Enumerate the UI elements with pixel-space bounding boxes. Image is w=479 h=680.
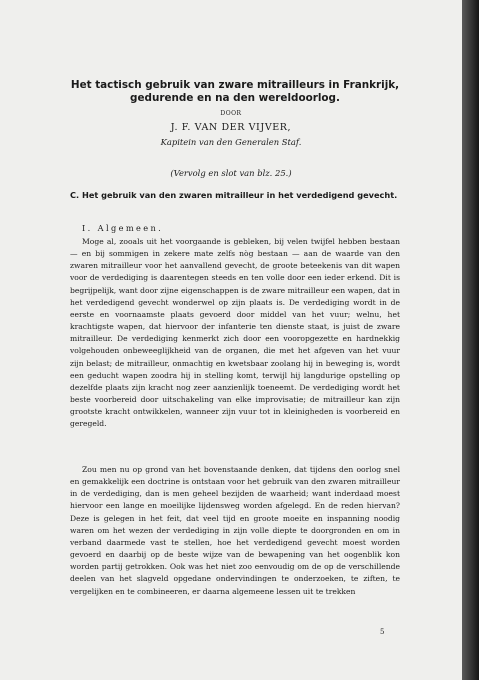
article-title: Het tactisch gebruik van zware mitrailleurs in Frankrijk, gedurende en na den wereldoorlog. [70,79,400,104]
scan-edge [462,0,479,680]
paragraph-1: Moge al, zooals uit het voorgaande is gebleken, bij velen twijfel hebben bestaan — en bij sommigen in zekere mate zelfs nòg bestaan — aan de waarde van den zwaren mitrailleur voor het aanvallend gevecht, de groote beteekenis van dit wapen voor de verdediging is daarentegen steeds en ten volle door een ieder erkend. Dit is begrijpelijk, want door zijne eigenschappen is de zware mitrailleur een wapen, dat in het verdedigend gevecht wonderwel op zijn plaats is. De verdediging wordt in de eerste en voornaamste plaats gevoerd door middel van het vuur; welnu, het krachtigste wapen, dat hiervoor der infanterie ten dienste staat, is juist de zware mitrailleur. De verdediging kenmerkt zich door een vooropgezette en hardnekkig volgehouden onbeweeglijkheid van de organen, die met het afgeven van het vuur zijn belast; de mitrailleur, onmachtig en kwetsbaar zoolang hij in beweging is, wordt een geducht wapen zoodra hij in stelling komt, terwijl hij langdurige opstelling op dezelfde plaats zijn kracht nog zeer aanzienlijk toeneemt. De verdediging wordt het beste voorbereid door uitschakeling van elke improvisatie; de mitrailleur kan zijn grootste kracht ontwikkelen, wanneer zijn vuur tot in kleinigheden is voorbereid en geregeld. [70,237,400,429]
section-heading: C. Het gebruik van den zwaren mitrailleur in het verdedigend gevecht. [70,190,398,200]
continuation-note: (Vervolg en slot van blz. 25.) [170,168,292,178]
paragraph-2: Zou men nu op grond van het bovenstaande denken, dat tijdens den oorlog snel en gemakkelijk een doctrine is ontstaan voor het gebruik van den zwaren mitrailleur in de verdediging, dan is men geheel bezijden de waarheid; want inderdaad moest hiervoor een lange en moeilijke lijdensweg worden afgelegd. En de reden hiervan? Deze is gelegen in het feit, dat veel tijd en groote moeite en inspanning noodig waren om het wezen der verdediging in zijn volle diepte te doorgronden en om in verband daarmede vast te stellen, hoe het verdedigend gevecht moest worden gevoerd en daarbij op de beste wijze van de bewapening van het oogenblik kon worden partij getrokken. Ook was het niet zoo eenvoudig om de op de verschillende deelen van het slagveld opgedane ondervindingen te onderzoeken, te ziften, te vergelijken en te combineeren, er daarna algemeene lessen uit te trekken [70,465,400,596]
page-number: 5 [380,628,385,636]
author-name: J. F. VAN DER VIJVER, [170,122,292,133]
subsection-heading: I. Algemeen. [82,223,164,233]
author-role: Kapitein van den Generalen Staf. [160,137,302,147]
by-label: DOOR [220,110,242,117]
